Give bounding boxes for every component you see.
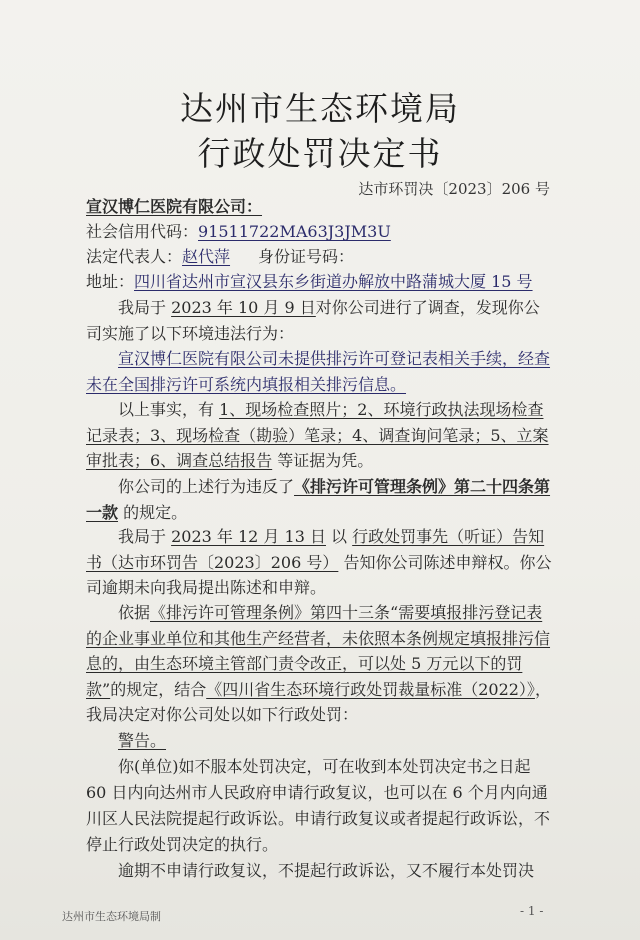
investigation-date: 2023 年 10 月 9 日 [171, 298, 316, 317]
paragraph-evidence: 以上事实，有 1、现场检查照片；2、环境行政执法现场检查记录表；3、现场检查（勘验）笔录；4、调查询问笔录；5、立案审批表；6、调查总结报告 等证据为凭。 [86, 400, 549, 471]
address-row [86, 272, 533, 292]
company-name: 宣汉博仁医院有限公司： [86, 197, 263, 216]
penalty-warning: 警告。 [118, 731, 167, 750]
legal-rep-row [86, 247, 354, 267]
legal-rep-name: 赵代萍 [182, 247, 231, 266]
document-number: 达市环罚决〔2023〕206 号 [358, 180, 550, 198]
violated-article: 《排污许可管理条例》第二十四条第一款 [86, 477, 551, 522]
paragraph-appeal-rights: 你(单位)如不服本处罚决定，可在收到本处罚决定书之日起 60 日内向达州市人民政府申请行政复议，也可以在 6 个月内向通川区人民法院提起行政诉讼。申请行政复议或者提起行政诉讼，不停止行政处罚决定的执行。 [86, 757, 551, 854]
paragraph-regulation: 你公司的上述行为违反了《排污许可管理条例》第二十四条第一款 的规定。 [86, 477, 551, 522]
legal-rep-label: 法定代表人： [86, 247, 183, 266]
footer-issuer: 达州市生态环境局制 [62, 910, 161, 923]
id-number-label: 身份证号码： [258, 247, 355, 266]
credit-code-row [86, 222, 391, 242]
paragraph-legal-basis: 依据《排污许可管理条例》第四十三条“需要填报排污登记表的企业事业单位和其他生产经营者，未依照本条例规定填报排污信息的，由生态环境主管部门责令改正，可以处 5 万元以下的罚款”的规定，结合《四川省生态环境行政处罚裁量标准（2022）》，我局决定对你公司处以如下行政处罚： [86, 603, 551, 725]
discretion-standard: 《四川省生态环境行政处罚裁量标准（2022）》 [206, 679, 535, 699]
document-title: 行政处罚决定书 [197, 134, 443, 173]
notice-document: 行政处罚事先（听证）告知书（达市环罚告〔2023〕206 号） [86, 527, 545, 572]
paragraph-violation: 宣汉博仁医院有限公司未提供排污许可登记表相关手续，经查未在全国排污许可系统内填报相关排污信息。 [86, 349, 551, 394]
evidence-list: 1、现场检查照片；2、环境行政执法现场检查记录表；3、现场检查（勘验）笔录；4、调查询问笔录；5、立案审批表；6、调查总结报告 [86, 400, 549, 471]
credit-code-label: 社会信用代码： [86, 222, 199, 241]
credit-code-value: 91511722MA63J3JM3U [198, 222, 391, 241]
page-number: - 1 - [520, 904, 544, 918]
address-label: 地址： [86, 272, 135, 291]
paragraph-enforcement: 逾期不申请行政复议，不提起行政诉讼，又不履行本处罚决 [118, 861, 535, 880]
address-value: 四川省达州市宣汉县东乡街道办解放中路蒲城大厦 15 号 [134, 272, 533, 291]
notice-date: 2023 年 12 月 13 日 [171, 527, 326, 546]
paragraph-penalty [86, 728, 554, 754]
legal-basis-article: 《排污许可管理条例》第四十三条“需要填报排污登记表的企业事业单位和其他生产经营者，未依照本条例规定填报排污信息的，由生态环境主管部门责令改正，可以处 5 万元以下的罚款” [86, 603, 551, 699]
paragraph-investigation: 我局于 2023 年 10 月 9 日对你公司进行了调查，发现你公司实施了以下环境违法行为： [86, 298, 540, 343]
paragraph-notice: 我局于 2023 年 12 月 13 日 以 行政处罚事先（听证）告知书（达市环罚告〔2023〕206 号） 告知你公司陈述申辩权。你公司逾期未向我局提出陈述和申辩。 [86, 527, 552, 598]
agency-title: 达州市生态环境局 [180, 89, 460, 128]
